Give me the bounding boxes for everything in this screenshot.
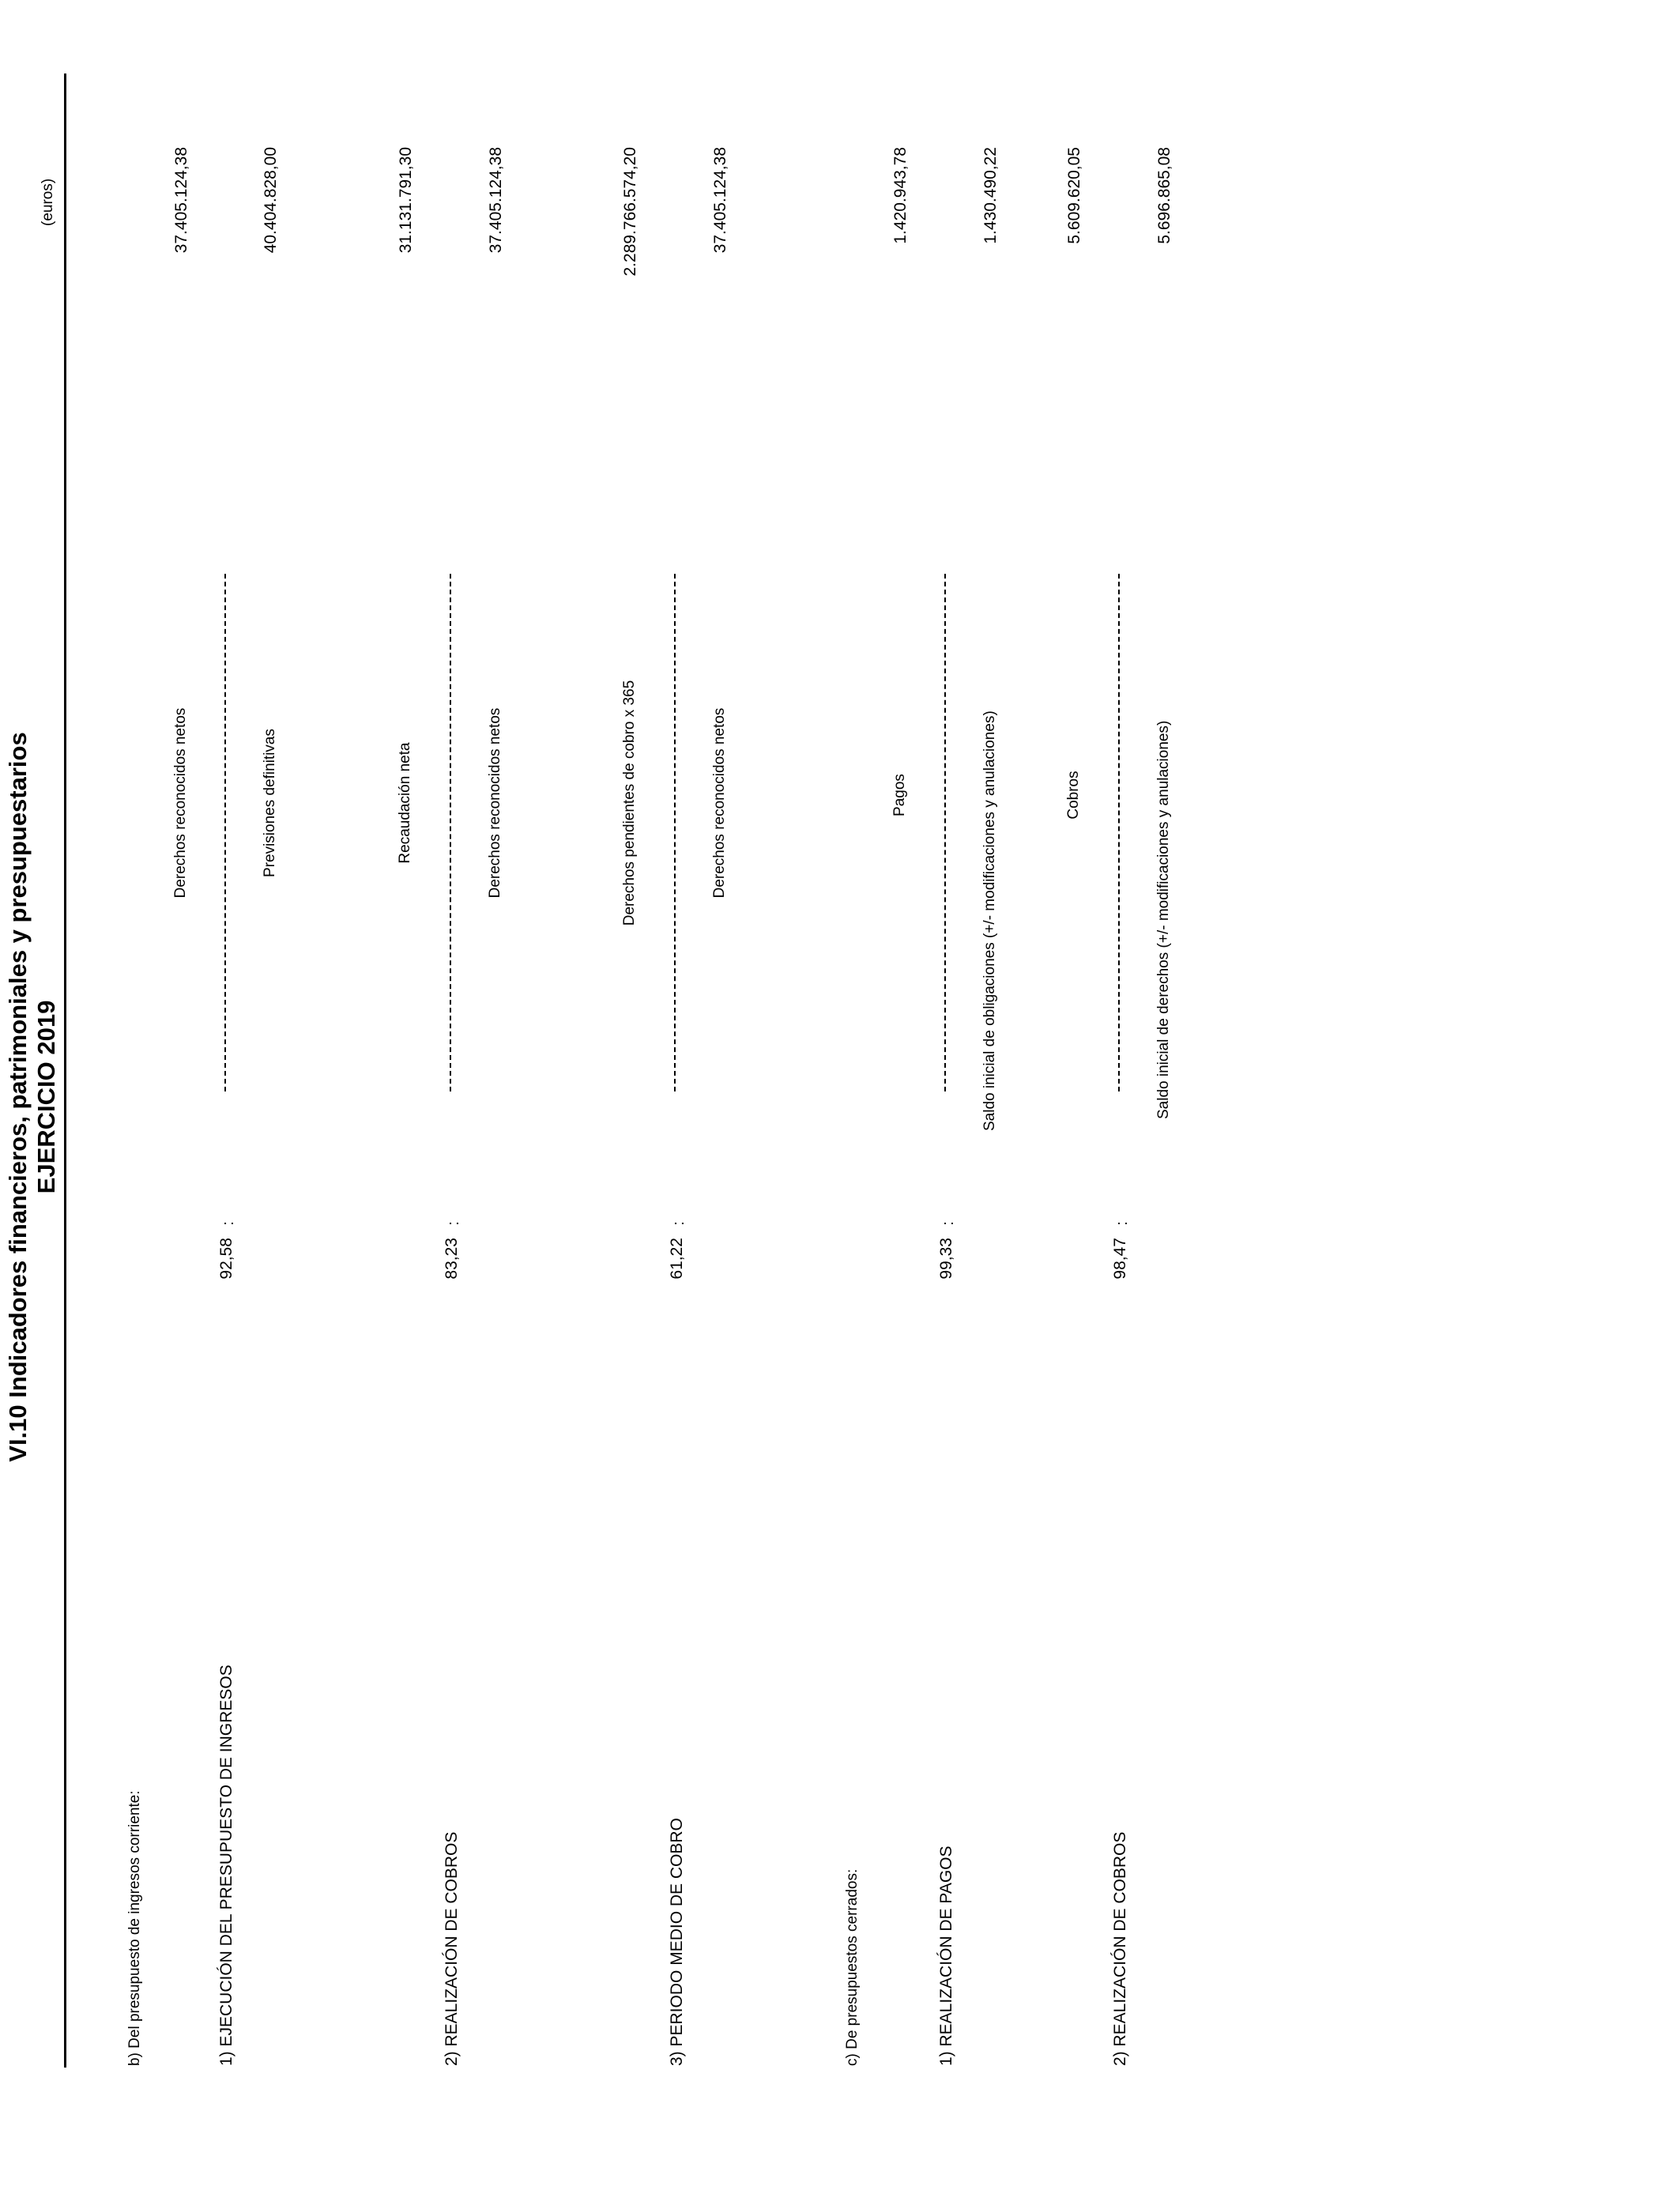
indicator-ratio: 83,23 — [443, 1238, 461, 1280]
denominator-text: Derechos reconocidos netos — [711, 707, 728, 899]
indicator-label: 3) PERIODO MEDIO DE COBRO — [668, 1818, 686, 2066]
denominator-value: 37.405.124,38 — [711, 147, 729, 254]
indicator-ratio: 98,47 — [1111, 1238, 1129, 1280]
denominator-text: Saldo inicial de derechos (+/- modificaciones y anulaciones) — [1155, 720, 1172, 1119]
fraction-line — [674, 574, 676, 1091]
indicator-label: 2) REALIZACIÓN DE COBROS — [1111, 1831, 1129, 2066]
units-label: (euros) — [40, 178, 56, 226]
denominator-text: Previsiones definitivas — [262, 729, 278, 877]
numerator-text: Recaudación neta — [397, 742, 413, 864]
header-rule — [64, 74, 66, 2068]
indicator-ratio: 61,22 — [668, 1238, 686, 1280]
ratio-colon: : — [670, 1221, 687, 1226]
fraction-line — [224, 574, 226, 1091]
fraction-line — [450, 574, 451, 1091]
denominator-value: 5.696.865,08 — [1155, 147, 1173, 244]
numerator-text: Derechos reconocidos netos — [172, 707, 189, 899]
denominator-text: Derechos reconocidos netos — [487, 707, 503, 899]
ratio-colon: : — [445, 1221, 462, 1226]
numerator-text: Derechos pendientes de cobro x 365 — [621, 680, 638, 926]
indicator-label: 1) EJECUCIÓN DEL PRESUPUESTO DE INGRESOS — [217, 1664, 235, 2066]
ratio-colon: : — [940, 1221, 957, 1226]
denominator-text: Saldo inicial de obligaciones (+/- modificaciones y anulaciones) — [981, 711, 998, 1131]
fraction-line — [944, 574, 946, 1091]
indicator-label: 1) REALIZACIÓN DE PAGOS — [937, 1845, 955, 2066]
denominator-value: 40.404.828,00 — [262, 147, 280, 254]
section-b-heading: b) Del presupuesto de ingresos corriente: — [126, 1790, 143, 2066]
page-title: VI.10 Indicadores financieros, patrimoniales y presupuestarios — [4, 732, 32, 1462]
numerator-value: 2.289.766.574,20 — [621, 147, 639, 277]
indicator-ratio: 99,33 — [937, 1238, 955, 1280]
fraction-line — [1118, 574, 1120, 1091]
numerator-value: 31.131.791,30 — [397, 147, 415, 254]
page-subtitle: EJERCICIO 2019 — [32, 1000, 60, 1194]
indicator-ratio: 92,58 — [217, 1238, 235, 1280]
indicator-label: 2) REALIZACIÓN DE COBROS — [443, 1831, 461, 2066]
numerator-value: 37.405.124,38 — [172, 147, 190, 254]
denominator-value: 1.430.490,22 — [981, 147, 1000, 244]
numerator-text: Cobros — [1065, 771, 1082, 820]
numerator-value: 1.420.943,78 — [891, 147, 910, 244]
section-c-heading: c) De presupuestos cerrados: — [844, 1868, 861, 2066]
ratio-colon: : — [1113, 1221, 1131, 1226]
denominator-value: 37.405.124,38 — [487, 147, 505, 254]
numerator-value: 5.609.620,05 — [1065, 147, 1083, 244]
ratio-colon: : — [220, 1221, 237, 1226]
numerator-text: Pagos — [891, 774, 908, 816]
